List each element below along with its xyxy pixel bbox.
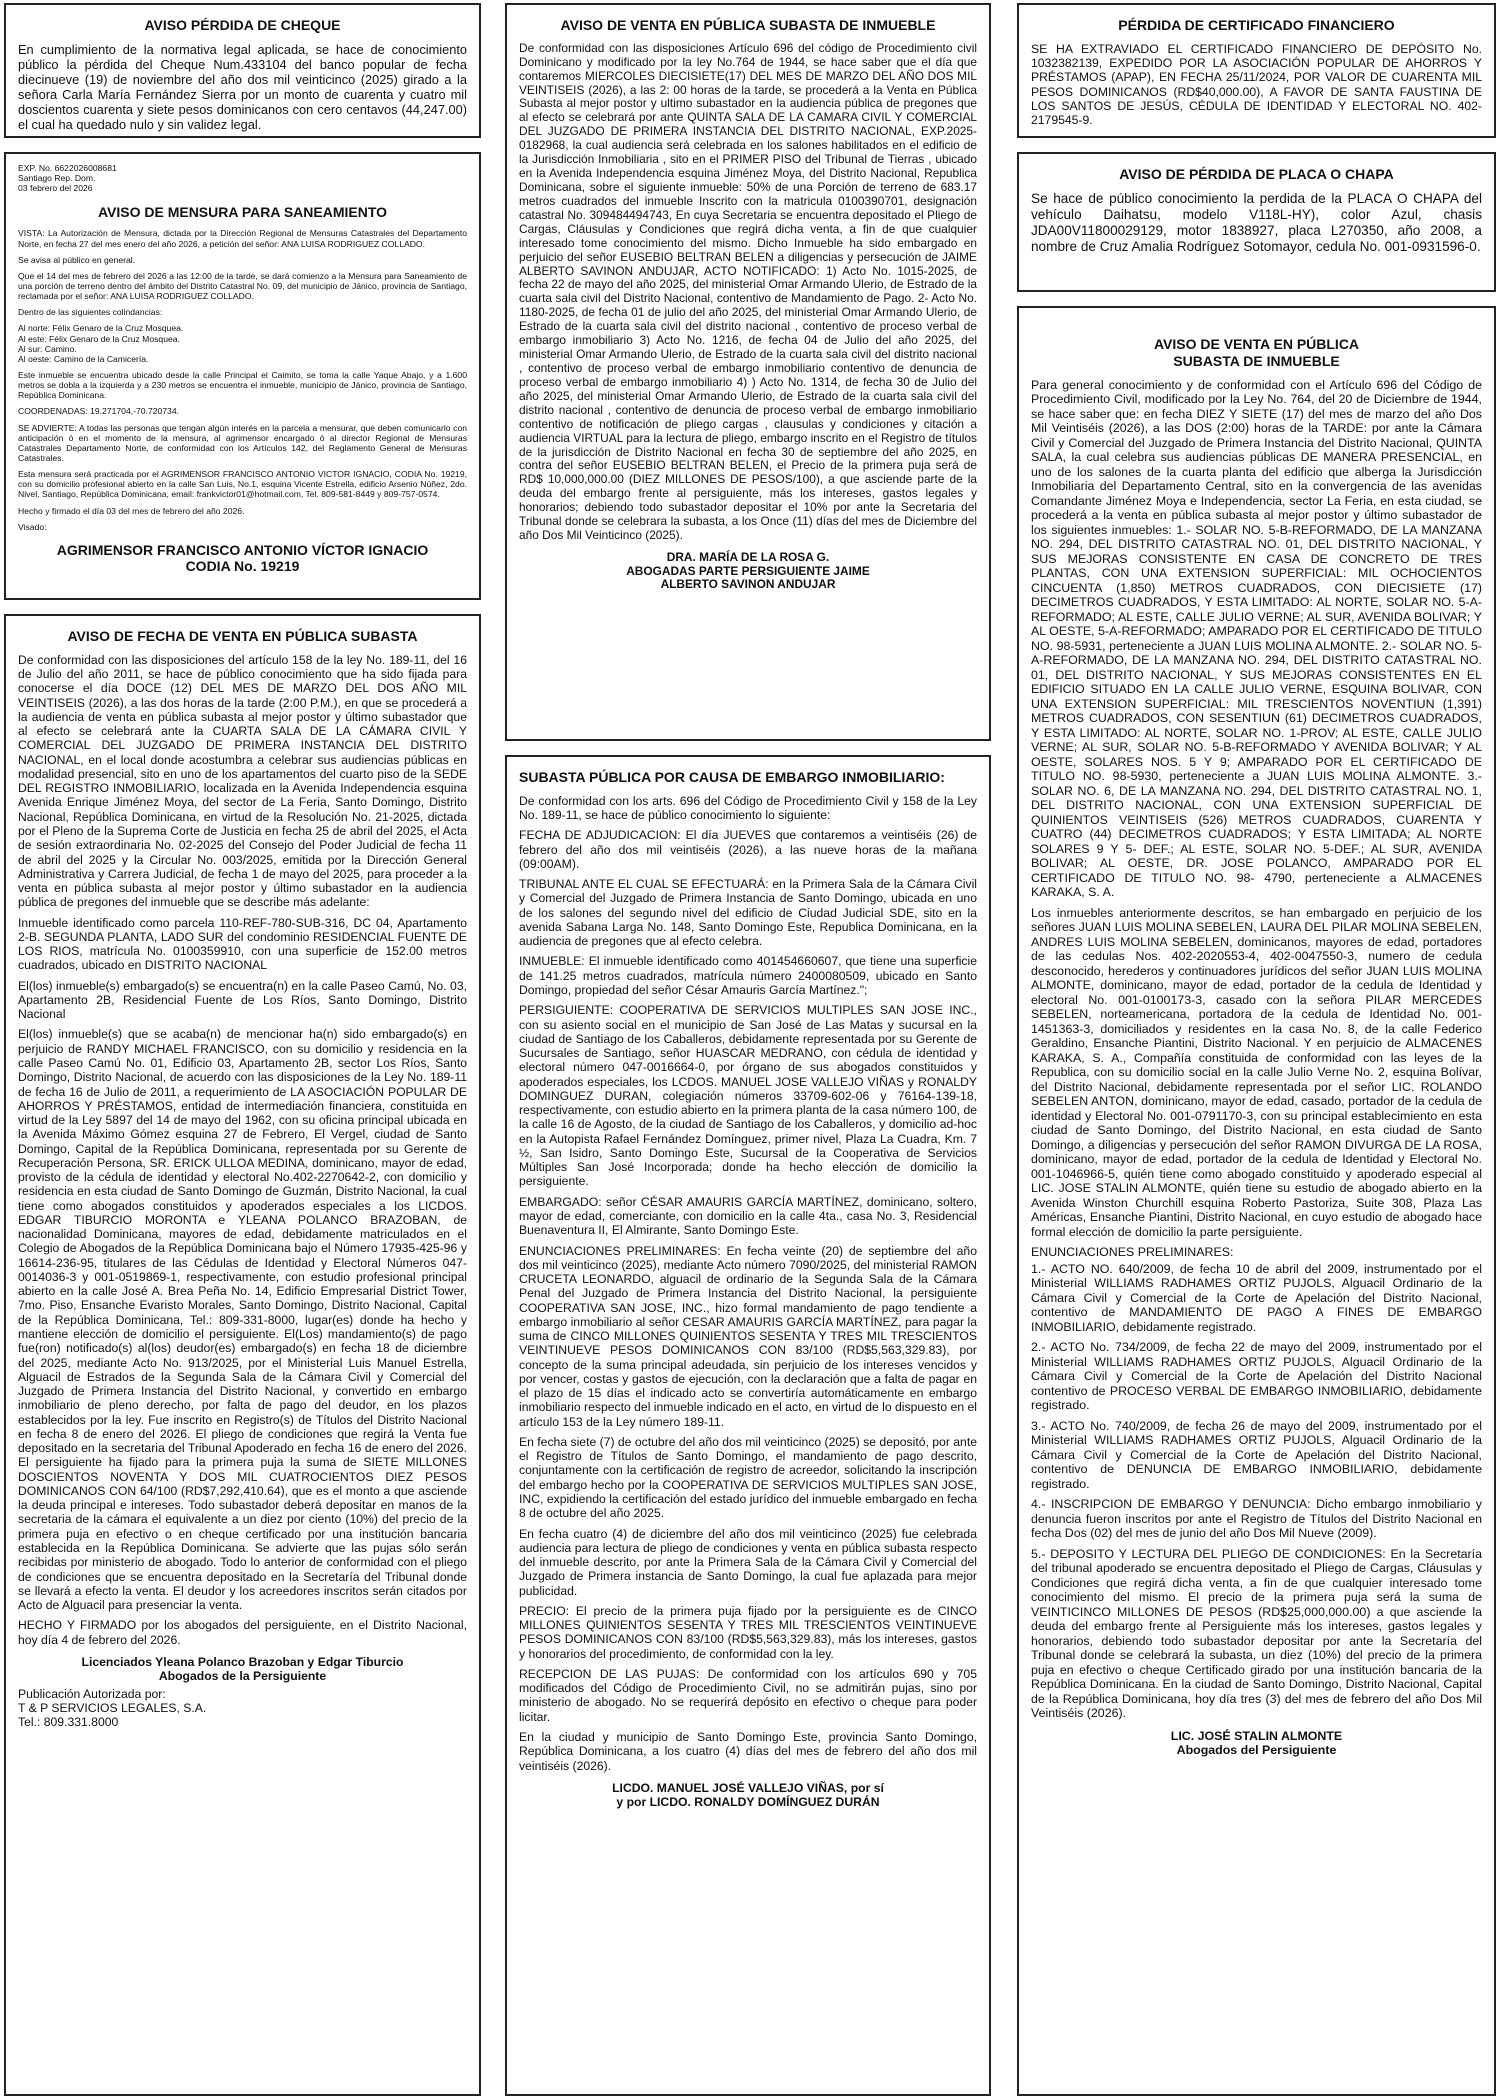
paragraph: 4.- INSCRIPCION DE EMBARGO Y DENUNCIA: Dicho embargo inmobiliario y denuncia fueron inscritos por ante el Registro de Títulos del Distrito Nacional en fecha Dos (02) del mes de junio del año Dos Mil Nueve (2009). [1031,1497,1482,1541]
signature: DRA. MARÍA DE LA ROSA G. ABOGADAS PARTE PERSIGUIENTE JAIME ALBERTO SAVINON ANDUJAR [626,549,870,592]
paragraph: VISTA: La Autorización de Mensura, dictada por la Dirección Regional de Mensuras Catastrales del Departamento Norte, en fecha 27 del mes enero del año 2026, a petición del señor: ANA LUISA RODRIGUEZ COLLADO. [18,228,467,249]
paragraph: RECEPCION DE LAS PUJAS: De conformidad con los artículos 690 y 705 modificados del Código de Procedimiento Civil, no se admitirán pujas, sino por ministerio de abogado. No se requerirá depósito en efectivo o cheque para poder licitar. [519,1666,977,1724]
notice-property-auction [505,3,991,741]
paragraph: 1.- ACTO NO. 640/2009, de fecha 10 de abril del 2009, instrumentado por el Ministerial WILLIAMS RADHAMES ORTIZ PUJOLS, Alguacil Ordinario de la Cámara Civil y Comercial de la Corte de Apelación del Distrito Nacional, contentivo de MANDAMIENTO DE PAGO A FINES DE EMBARGO INMOBILIARIO, debidamente registrado. [1031,1261,1482,1334]
paragraph: 3.- ACTO No. 740/2009, de fecha 26 de mayo del 2009, instrumentado por el Ministerial WILLIAMS RADHAMES ORTIZ PUJOLS, Alguacil Ordinario de la Cámara Civil y Comercial de la Corte de Apelación del Distrito Nacional, contentivo de DENUNCIA DE EMBARGO INMOBILIARIO, debidamente registrado. [1031,1418,1482,1491]
notice-foreclosure-auction [505,755,991,2096]
notice-survey-sanitation [4,152,481,600]
notice-lost-financial-certificate [1017,3,1496,138]
notice-title: AVISO DE FECHA DE VENTA EN PÚBLICA SUBASTA [67,628,418,644]
signature: Licenciados Yleana Polanco Brazoban y Edgar Tiburcio Abogados de la Persiguiente [81,1654,404,1683]
notice-auction-date [4,614,481,2096]
notice-title: PÉRDIDA DE CERTIFICADO FINANCIERO [1118,17,1395,33]
paragraph: TRIBUNAL ANTE EL CUAL SE EFECTUARÁ: en la Primera Sala de la Cámara Civil y Comercial del Juzgado de Primera Instancia de Santo Domingo, ubicada en uno de los salones del segundo nivel del edificio de Ciudad Judicial SDE, sito en la avenida Sabana Larga No. 148, Santo Domingo Este, Republica Dominicana, en la audiencia de pregones que al efecto celebra. [519,877,977,949]
notice-property-auction-almonte [1017,306,1496,2096]
coordinates: COORDENADAS: 19.271704,-70.720734. [18,406,179,417]
paragraph: En la ciudad y municipio de Santo Domingo Este, provincia Santo Domingo, República Dominicana, a los cuatro (4) días del mes de febrero del año dos mil veintiséis (2026). [519,1730,977,1773]
paragraph: 5.- DEPOSITO Y LECTURA DEL PLIEGO DE CONDICIONES: En la Secretaría del tribunal apoderado se encuentra depositado el Pliego de Cargas, Cláusulas y Condiciones que regirá dicha venta, a fin de que cualquier interesado tome conocimiento del mismo. El precio de la primera puja será la suma de VEINTICINCO MILLONES DE PESOS (RD$25,000,000.00) a que asciende la deuda del embargo frente al Persiguiente más los intereses, gastos legales y honorarios, debiendo todo subastador depositar por ante la Secretaría del Tribunal donde se celebrará la subasta, un diez (10%) del precio de la primera puja en efectivo o cheque Certificado girado por una institución bancaria de la República Dominicana. En la ciudad de Santo Domingo, Distrito Nacional, Capital de la República Dominicana, hoy día tres (3) del mes de febrero del año Dos Mil Veintiséis (2026). [1031,1546,1482,1721]
notice-body: De conformidad con las disposiciones Artículo 696 del código de Procedimiento civil Dominicano y modificado por la ley No.764 de 1944, se hace saber que el día que contaremos MIERCOLES DIECISIETE(17) DEL MES DE MARZO DEL AÑO DOS MIL VEINTISEIS (2026), a las 2: 00 horas de la tarde, se procederá a la Venta en Pública Subasta al mejor postor y ultimo subastador en la audiencia pública de pregones que al efecto se celebrará por ante QUINTA SALA DE LA CAMARA CIVIL Y COMERCIAL DEL JUZGADO DE PRIMERA INSTANCIA DEL DISTRITO NACIONAL, EXP.2025-0182968, la cual audiencia será celebrada en los salones habilitados en el edificio de la Jurisdicción Inmobiliaria , sito en el PRIMER PISO del Tribunal de Tierras , ubicado en la Avenida Independencia esquina Jiménez Moya, del Distrito Nacional, Republica Dominicana, sobre el siguiente inmueble: 50% de una Porción de terreno de 683.17 metros cuadrados del inmueble Inscrito con la matricula 0100390701, designación catastral No. 309484494743, En cuya Secretaria se encuentra depositado el Pliego de Cargas, Cláusulas y Condiciones que regirá dicha venta, a fin de que cualquier interesado tome conocimiento del mismo. Dicho Inmueble ha sido embargado en perjuicio del señor EUSEBIO BELTRAN BELEN a diligencias y persecución de JAIME ALBERTO SAVINON ANDUJAR, ACTO NOTIFICADO: 1) Acto No. 1015-2025, de fecha 22 de mayo del año 2025, del ministerial Omar Armando Ulerio, de Estrado de la cuarta sala civil del Distrito Nacional, contentivo de Mandamiento de Pago. 2- Acto No. 1180-2025, de fecha 01 de julio del año 2025, del ministerial Omar Armando Ulerio, de Estrado de la cuarta sala civil del distrito nacional , contentivo de proceso verbal de embargo inmobiliario 3) Acto No. 1216, de fecha 04 de Julio del año 2025, del ministerial Omar Armando Ulerio, de Estrado de la cuarta sala civil del distrito nacional , contentivo de proceso verbal de embargo inmobiliario contentivo de denuncia de proceso verbal de embargo inmobiliario 4) ) Acto No. 1314, de fecha 30 de Julio del año 2025, del ministerial Omar Armando Ulerio, de Estrado de la cuarta sala civil del distrito nacional , contentivo de denuncia de proceso verbal de embargo inmobiliario contentivo de notificación de pliego cargas , clausulas y condiciones y citación a audiencia VIRTUAL para la lectura de pliego, embargo inscrito en el Registro de títulos de la jurisdicción de Distrito Nacional en fecha 30 de septiembre del año 2025, en contra del señor EUSEBIO BELTRAN BELEN, el Precio de la primera puja será de RD$ 10,000,000.00 (DIEZ MILLONES DE PESOS/100), a que asciende parte de la deuda del embargo frente al persiguiente, más los intereses, gastos legales y honorarios; debiendo todo subastador depositar el 10% por ante la Secretaria del Tribunal donde se celebrara la subasta, a los Once (11) días del mes de Diciembre del año Dos Mil Veinticinco (2025). [519,40,977,543]
publication-credit: Publicación Autorizada por: T & P SERVICIOS LEGALES, S.A. Tel.: 809.331.8000 [18,1686,207,1730]
signature: AGRIMENSOR FRANCISCO ANTONIO VÍCTOR IGNACIO CODIA No. 19219 [56,541,429,574]
paragraph: Que el 14 del mes de febrero del 2026 a las 12:00 de la tarde, se dará comienzo a la Mensura para Saneamiento de una porción de terreno dentro del ámbito del Distrito Catastral No. 09, del municipio de Jánico, provincia de Santiago, reclamada por el señor: ANA LUISA RODRIGUEZ COLLADO. [18,270,467,302]
paragraph: En fecha cuatro (4) de diciembre del año dos mil veinticinco (2025) fue celebrada audiencia para lectura de pliego de condiciones y venta en pública subasta respecto del inmueble descrito, por ante la Primera Sala de la Cámara Civil y Comercial del Juzgado de Primera instancia de Santo Domingo, la cual fue aplazada para mejor publicidad. [519,1526,977,1598]
paragraph: En fecha siete (7) de octubre del año dos mil veinticinco (2025) se depositó, por ante el Registro de Títulos de Santo Domingo, el mandamiento de pago descrito, conjuntamente con la certificación de registro de acreedor, solicitando la inscripción del embargo hecho por la COOPERATIVA DE SERVICIOS MULTIPLES SAN JOSE, INC, expidiendo la certificación del estado jurídico del inmueble embargado en fecha 8 de octubre del año 2025. [519,1434,977,1521]
paragraph: Visado: [18,521,47,532]
notice-title: AVISO PÉRDIDA DE CHEQUE [144,17,341,33]
paragraph: EMBARGADO: señor CÉSAR AMAURIS GARCÍA MARTÍNEZ, dominicano, soltero, mayor de edad, comerciante, con domicilio en la calle 4ta., casa No. 3, Residencial Buenaventura II, El Almirante, Santo Domingo Este. [519,1194,977,1238]
paragraph: INMUEBLE: El inmueble identificado como 401454660607, que tiene una superficie de 141.25 metros cuadrados, matrícula número 2400080509, ubicado en Santo Domingo, propiedad del señor César Amauris García Martínez."; [519,954,977,997]
paragraph: 2.- ACTO No. 734/2009, de fecha 22 de mayo del 2009, instrumentado por el Ministerial WILLIAMS RADHAMES ORTIZ PUJOLS, Alguacil Ordinario de la Cámara Civil y Comercial de la Corte de Apelación del Distrito Nacional contentivo de PROCESO VERBAL DE EMBARGO INMOBILIARIO, debidamente registrado. [1031,1340,1482,1413]
notice-title: SUBASTA PÚBLICA POR CAUSA DE EMBARGO INMOBILIARIO: [519,769,945,785]
notice-lost-check [4,3,481,138]
signature: LICDO. MANUEL JOSÉ VALLEJO VIÑAS, por sí y por LICDO. RONALDY DOMÍNGUEZ DURÁN [612,1780,884,1809]
paragraph: Hecho y firmado el día 03 del mes de febrero del año 2026. [18,505,245,516]
paragraph: De conformidad con las disposiciones del artículo 158 de la ley No. 189-11, del 16 de Julio del año 2011, se hace de público conocimiento que ha sido fijada para conocerse el día DOCE (12) DEL MES DE MARZO DEL DOS AÑO MIL VEINTISEIS (2026), a las dos horas de la tarde (2:00 P.M.), en que se procederá a la audiencia de venta en pública subasta al mejor postor y último subastador que al efecto se celebrará ante la CUARTA SALA DE LA CÁMARA CIVIL Y COMERCIAL DEL JUZGADO DE PRIMERA INSTANCIA DEL DISTRITO NACIONAL, en el local donde acostumbra a celebrar sus audiencias públicas en modalidad presencial, sito en uno de los apartamentos del cuarto piso de la SEDE DEL REGISTRO INMOBILIARIO, localizada en la Avenida Independencia esquina Avenida Enrique Jiménez Moya, del sector de La Feria, Santo Domingo, Distrito Nacional, República Dominicana, en virtud de la Resolución No. 21-2025, dictada por el Pleno de la Suprema Corte de Justicia en fecha 25 de abril del 2025, el Acta de sesión extraordinaria No. 02-2025 del Consejo del Poder Judicial de fecha 11 de abril del 2025 y la Circular No. 003/2025, emitida por la Dirección General Administrativa y Carrera Judicial, de fecha 1 de mayo del 2025, para proceder a la venta en pública subasta al mejor postor y último subastador en la audiencia pública de pregones del inmueble que se describe más adelante: [18,652,467,910]
paragraph: Este inmueble se encuentra ubicado desde la calle Principal el Caimito, se toma la calle Yaque Abajo, y a 1.600 metros se dobla a la izquierda y a 230 metros se encuentra el inmueble, municipio de Jánico, provincia de Santiago, República Dominicana. [18,369,467,401]
paragraph: Dentro de las siguientes colindancias: [18,307,163,318]
paragraph: El(los) inmueble(s) embargado(s) se encuentra(n) en la calle Paseo Camú, No. 03, Apartamento 2B, Residencial Fuente de Los Ríos, Santo Domingo, Distrito Nacional [18,978,467,1022]
notice-body: SE HA EXTRAVIADO EL CERTIFICADO FINANCIERO DE DEPÓSITO No. 1032382139, EXPEDIDO POR LA ASOCIACIÓN POPULAR DE AHORROS Y PRÉSTAMOS (APAP), EN FECHA 25/11/2024, POR VALOR DE CUARENTA MIL PESOS DOMINICANOS (RD$40,000.00), A FAVOR DE SANTA FAUSTINA DE LOS SANTOS DE JESÚS, CÉDULA DE IDENTIDAD Y ELECTORAL NO. 402-2179545-9. [1031,41,1482,128]
paragraph: Se avisa al público en general. [18,254,136,265]
notice-body: Se hace de público conocimiento la perdida de la PLACA O CHAPA del vehículo Daihatsu, modelo V118L-HY), color Azul, chasis JDA00V11800029129, motor 1838927, placa L270350, año 2008, a nombre de Cruz Amalia Rodríguez Sotomayor, cedula No. 001-0931596-0. [1031,190,1482,254]
paragraph: PRECIO: El precio de la primera puja fijado por la persiguiente es de CINCO MILLONES QUINIENTOS SESENTA Y TRES MIL TRESCIENTOS VEINTINUEVE PESOS DOMINICANOS CON 83/100 (RD$5,563,329.83), más los intereses, gastos y honorarios del procedimiento, de conformidad con la ley. [519,1603,977,1661]
paragraph: HECHO Y FIRMADO por los abogados del persiguiente, en el Distrito Nacional, hoy día 4 de febrero del 2026. [18,1618,467,1647]
notice-title: AVISO DE VENTA EN PÚBLICA SUBASTA DE INMUEBLE [1153,336,1360,369]
paragraph: Esta mensura será practicada por el AGRIMENSOR FRANCISCO ANTONIO VICTOR IGNACIO, CODIA No. 19219, con su domicilio profesional abierto en la calle San Luis, No.1, esquina Vicente Estrella, edificio Arsenio Núñez, 2do. Nivel, Santiago, República Dominicana, email: frankvictor01@hotmail.com, Tel. 809-581-8449 y 809-757-0574. [18,469,467,500]
paragraph: FECHA DE ADJUDICACION: El día JUEVES que contaremos a veintiséis (26) de febrero del año dos mil veintiséis (2026), a las nueve horas de la mañana (09:00AM). [519,828,977,871]
paragraph: Para general conocimiento y de conformidad con el Artículo 696 del Código de Procedimiento Civil, modificado por la Ley No. 764, del 20 de Diciembre de 1944, se hace saber que: en fecha DIEZ Y SIETE (17) del mes de marzo del año Dos Mil Veintiséis (2026), a las DOS (2:00) horas de la TARDE: por ante la Cámara Civil y Comercial del Juzgado de Primera Instancia del Distrito Nacional, QUINTA SALA, la cual celebra sus audiencias públicas DE MANERA PRESENCIAL, en uno de los salones de la cuarta planta del edificio que alberga la Jurisdicción Inmobiliaria del Departamento Central, sito en la convergencia de las avenidas Comandante Jiménez Moya e Independencia, sector La Feria, en esta ciudad, se procederá a la venta en pública subasta al mejor postor y último subastador de los siguientes inmuebles: 1.- SOLAR NO. 5-B-REFORMADO, DE LA MANZANA NO. 294, DEL DISTRITO CATASTRAL NO. 01, DEL DISTRITO NACIONAL, Y SUS MEJORAS CONSISTENTE EN CASA DE CONCRETO DE TRES PLANTAS, CON UNA EXTENSION SUPERFICIAL: MIL OCHOCIENTOS CINCUENTA (1,850) METROS CUADRADOS, CON DIECISIETE (17) DECIMETROS CUADRADOS, Y ESTA LIMITADO: AL NORTE, SOLAR NO. 5-A- REFORMADO; AL ESTE, CALLE JULIO VERNE; AL SUR, AVENIDA BOLIVAR; Y AL OESTE, 5-A-REFORMADO; AMPARADO POR EL CERTIFICADO DE TITULO NO. 98-5931, perteneciente a JUAN LUIS MOLINA ALMONTE. 2.- SOLAR NO. 5- A-REFORMADO, DE LA MANZANA NO. 294, DEL DISTRITO CATASTRAL NO. 01, DEL DISTRITO NACIONAL, Y SUS MEJORAS CONSISTENTES EN EL EDIFICIO SITUADO EN LA CALLE JULIO VERNE, ESQUINA BOLIVAR, CON UNA EXTENSION SUPERFICIAL: MIL TRESCIENTOS NOVENTIUN (1,391) METROS CUADRADOS, CON SESENTIUN (61) DECIMETROS CUADRADOS, Y ESTA LIMITADO: AL NORTE, SOLAR NO. 1-PROV; AL ESTE, CALLE JULIO VERNE; AL SUR, SOLAR NO. 5-B-REFORMADO Y AVENIDA BOLIVAR; Y AL OESTE, SOLARES NOS. 5 Y 9; AMPARADO POR EL CERTIFICADO DE TITULO NO. 98-5930, perteneciente a JUAN LUIS MOLINA ALMONTE. 3.- SOLAR NO. 6, DE LA MANZANA NO. 294, DEL DISTRITO CATASTRAL NO. 1, DEL DISTRITO NACIONAL, CON UNA EXTENSION SUPERFICIAL DE QUINIENTOS VEINTISEIS (526) METROS CUADRADOS, CUARENTA Y CUATRO (44) DECIMETROS CUADRADOS; Y ESTA LIMITADA; AL NORTE SOLARES 9 Y 5- DEF.; AL ESTE, SOLAR NO. 5-DEF.; AL SUR, AVENIDA BOLIVAR; AL OESTE, DR. JOSE POLANCO, AMPARADO POR EL CERTIFICADO DE TITULO NO. 98- 4790, perteneciente a ALMACENES KARAKA, S. A. [1031,377,1482,900]
signature: LIC. JOSÉ STALIN ALMONTE Abogados del Persiguiente [1170,1728,1343,1757]
file-meta: EXP. No. 6622026008681 Santiago Rep. Dom. 03 febrero del 2026 [18,163,117,193]
notice-lost-plate [1017,152,1496,292]
notice-title: AVISO DE VENTA EN PÚBLICA SUBASTA DE INMUEBLE [560,17,936,33]
notice-body: En cumplimiento de la normativa legal aplicada, se hace de conocimiento público la pérdida del Cheque Num.433104 del banco popular de fecha diecinueve (19) de noviembre del año dos mil veinticinco (2025) girado a la señora Carla María Fernández Sierra por un monto de cuarenta y cuatro mil doscientos cuarenta y siete pesos dominicanos con cero centavos (44,247.00) el cual ha quedado nulo y sin validez legal. [18,41,467,133]
paragraph: SE ADVIERTE: A todas las personas que tengan algún interés en la parcela a mensurar, que deben comunicarlo con anticipación ó en el momento de la mensura, al agrimensor encargado ó al director Regional de Mensuras Catastrales Departamento Norte, de conformidad con los Artículos 142, del Reglamento General de Mensuras Catastrales. [18,422,467,463]
paragraph: El(los) inmueble(s) que se acaba(n) de mencionar ha(n) sido embargado(s) en perjuicio de RANDY MICHAEL FRANCISCO, con su domicilio y residencia en la calle Paseo Camú No. 01, Edificio 03, Apartamento 2B, sector Los Ríos, Santo Domingo, Distrito Nacional, de acuerdo con las disposiciones de la Ley No. 189-11 de fecha 16 de Julio de 2011, a requerimiento de LA ASOCIACIÓN POPULAR DE AHORROS Y PRÉSTAMOS, entidad de intermediación financiera, constituida en virtud de la Ley 5897 del 14 de mayo del 1962, con su oficina principal ubicada en la Avenida Máximo Gómez esquina 27 de Febrero, El Vergel, ciudad de Santo Domingo, Capital de la República Dominicana, representada por su Gerente de Recuperación Persona, SR. ERICK ULLOA MEDINA, dominicano, mayor de edad, provisto de la cédula de identidad y electoral No.402-2270642-2, con domicilio y residencia en esta ciudad de Santo Domingo de Guzmán, Distrito Nacional, la cual tiene como abogados constituidos y apoderados especiales a los LICDOS. EDGAR TIBURCIO MORONTA e YLEANA POLANCO BRAZOBAN, de nacionalidad Dominicana, mayores de edad, debidamente matriculados en el Colegio de Abogados de la República Dominicana bajo el Número 17935-425-96 y 16614-236-95, titulares de las Cédulas de Identidad y Electoral Números 047-0014036-3 y 001-0519869-1, respectivamente, con estudio profesional principal abierto en la calle José A. Brea Peña No. 14, Edificio Empresarial District Tower, 7mo. Piso, Ensanche Evaristo Morales, Santo Domingo, Distrito Nacional, Capital de la República Dominicana, Tel.: 809-331-8000, lugar(es) donde ha hecho y mantiene elección de domicilio el persiguiente. El(Los) mandamiento(s) de pago fue(ron) notificado(s) al(los) deudor(es) embargado(s) en fecha 18 de diciembre del 2025, mediante Acto No. 913/2025, por el Ministerial Luis Manuel Estrella, Alguacil de Estrados de la Segunda Sala de la Cámara Civil y Comercial del Juzgado de Primera Instancia del Distrito Nacional, y convertido en embargo inmobiliario de pleno derecho, por falta de pago del deudor, en los plazos establecidos por la ley. Fue inscrito en Registro(s) de Títulos del Distrito Nacional en fecha 8 de enero del 2026. El pliego de condiciones que regirá la Venta fue depositado en la secretaria del Tribunal Apoderado en fecha 16 de enero del 2026. El persiguiente ha fijado para la primera puja la suma de SIETE MILLONES DOSCIENTOS NOVENTA Y DOS MIL CUATROCIENTOS DIEZ PESOS DOMINICANOS CON 64/100 (RD$7,292,410.64), que es el monto a que asciende la deuda principal e intereses. Todo subastador deberá depositar en manos de la secretaria de la cámara el equivalente a un diez por ciento (10%) del precio de la primera puja en efectivo o en cheque certificado por una institución bancaria establecida en la República Dominicana. Se advierte que las pujas sólo serán recibidas por ministerio de abogado. Todo lo anterior de conformidad con el pliego de condiciones que se encuentra depositado en la Secretaría del Tribunal donde se llevará a efecto la venta. El deudor y los acreedores inscritos serán citados por Acto de Alguacil para presenciar la venta. [18,1027,467,1613]
paragraph: PERSIGUIENTE: COOPERATIVA DE SERVICIOS MULTIPLES SAN JOSE INC., con su asiento social en el municipio de San José de Las Matas y sucursal en la ciudad de Santiago de los Caballeros, debidamente representada por su Gerente de Sucursales de Santiago, señor HUASCAR MEDRANO, con cédula de identidad y electoral número 047-0016664-0, por órgano de sus abogados constituidos y apoderados especiales, los LCDOS. MANUEL JOSE VALLEJO VIÑAS y RONALDY DOMINGUEZ DURAN, colegiación números 33709-602-06 y 76164-139-18, respectivamente, con estudio abierto en la primera planta de la casa número 100, de la calle 16 de Agosto, de la ciudad de Santiago de los Caballeros, y domicilio ad-hoc en la Autopista Rafael Fernández Domínguez, primer nivel, Plaza La Cuadra, Km. 7 ½, San Isidro, Santo Domingo Este, Sucursal de la Cooperativa de Servicios Múltiples San José Incorporada; donde ha hecho elección de domicilio la persiguiente. [519,1003,977,1189]
notice-title: AVISO DE MENSURA PARA SANEAMIENTO [97,203,388,220]
paragraph: Inmueble identificado como parcela 110-REF-780-SUB-316, DC 04, Apartamento 2-B. SEGUNDA PLANTA, LADO SUR del condominio RESIDENCIAL FUENTE DE LOS RIOS, matrícula No. 0100359910, con una superficie de 152.00 metros cuadrados, ubicado en DISTRITO NACIONAL [18,915,467,973]
section-heading: ENUNCIACIONES PRELIMINARES: [1031,1245,1234,1260]
paragraph: Los inmuebles anteriormente descritos, se han embargado en perjuicio de los señores JUAN LUIS MOLINA SEBELEN, LAURA DEL PILAR MOLINA SEBELEN, ANDRES LUIS MOLINA SEBELEN, dominicanos, mayores de edad, portadores de las cedulas Nos. 402-2020553-4, 402-0047550-3, numero de cedula desconocido, herederos y continuadores jurídicos del señor JUAN LUIS MOLINA ALMONTE, dominicano, mayor de edad, portador de la cedula de Identidad y electoral No. 001-0100173-3, casado con la señora PILAR MERCEDES SEBELEN, norteamericana, portadora de la cedula de Identidad No. 001-1451363-3, domiciliados y residentes en la casa No. 8, de la calle Federico Geraldino, Ensanche Piantini, Distrito Nacional. Y en perjuicio de ALMACENES KARAKA, S. A., Compañía constituida de conformidad con las leyes de la Republica, con su domicilio social en la calle Julio Verne No. 2, esquina Bolívar, del Distrito Nacional, debidamente representada por el señor LIC. ROLANDO SEBELEN ANTON, dominicano, mayor de edad, casado, portador de la cedula de identidad y Electoral No. 001-0791170-3, con su principal establecimiento en esta ciudad de Santo Domingo, del Distrito Nacional, en esta ciudad de Santo Domingo, a diligencias y persecución del señor RAMON DIVURGA DE LA ROSA, dominicano, mayor de edad, portador de la cedula de Identidad y Electoral No. 001-1046966-5, quién tiene como abogado constituido y apoderado especial al LIC. JOSE STALIN ALMONTE, quién tiene su estudio de abogado abierto en la Avenida Winston Churchill esquina Roberto Pastoriza, Suite 308, Plaza Las Américas, Ensanche Piantini, Distrito Nacional, en cuyo estudio de abogado hace formal elección de domicilio la parte persiguiente. [1031,905,1482,1239]
notice-title: AVISO DE PÉRDIDA DE PLACA O CHAPA [1119,166,1394,182]
boundaries: Al norte: Félix Genaro de la Cruz Mosquea. Al este: Félix Genaro de la Cruz Mosquea. Al sur: Camino. Al oeste: Camino de la Camicería. [18,323,184,364]
paragraph: De conformidad con los arts. 696 del Código de Procedimiento Civil y 158 de la Ley No. 189-11, se hace de público conocimiento lo siguiente: [519,793,977,823]
paragraph: ENUNCIACIONES PRELIMINARES: En fecha veinte (20) de septiembre del año dos mil veinticinco (2025), mediante Acto número 7090/2025, del ministerial RAMON CRUCETA LEONARDO, alguacil de ordinario de la Segunda Sala de la Cámara Penal del Juzgado de Primera Instancia del Distrito Nacional, la persiguiente COOPERATIVA SAN JOSE, INC., hizo formal mandamiento de pago tendiente a embargo inmobiliario al señor CESAR AMAURIS GARCÍA MARTÍNEZ, para pagar la suma de CINCO MILLONES QUINIENTOS SESENTA Y TRES MIL TRESCIENTOS VEINTINUEVE PESOS DOMINICANOS CON 83/100 (RD$5,563,329.83), por concepto de la suma principal adeudada, sin perjuicio de los intereses vencidos y por vencer, costas y gastos de ejecución, con la declaración que a falta de pagar en el plazo de 15 días el indicado acto se convertiría automáticamente en embargo inmobiliario respecto del inmueble indicado en el acto, en virtud de lo dispuesto en el artículo 153 de la Ley número 189-11. [519,1243,977,1429]
